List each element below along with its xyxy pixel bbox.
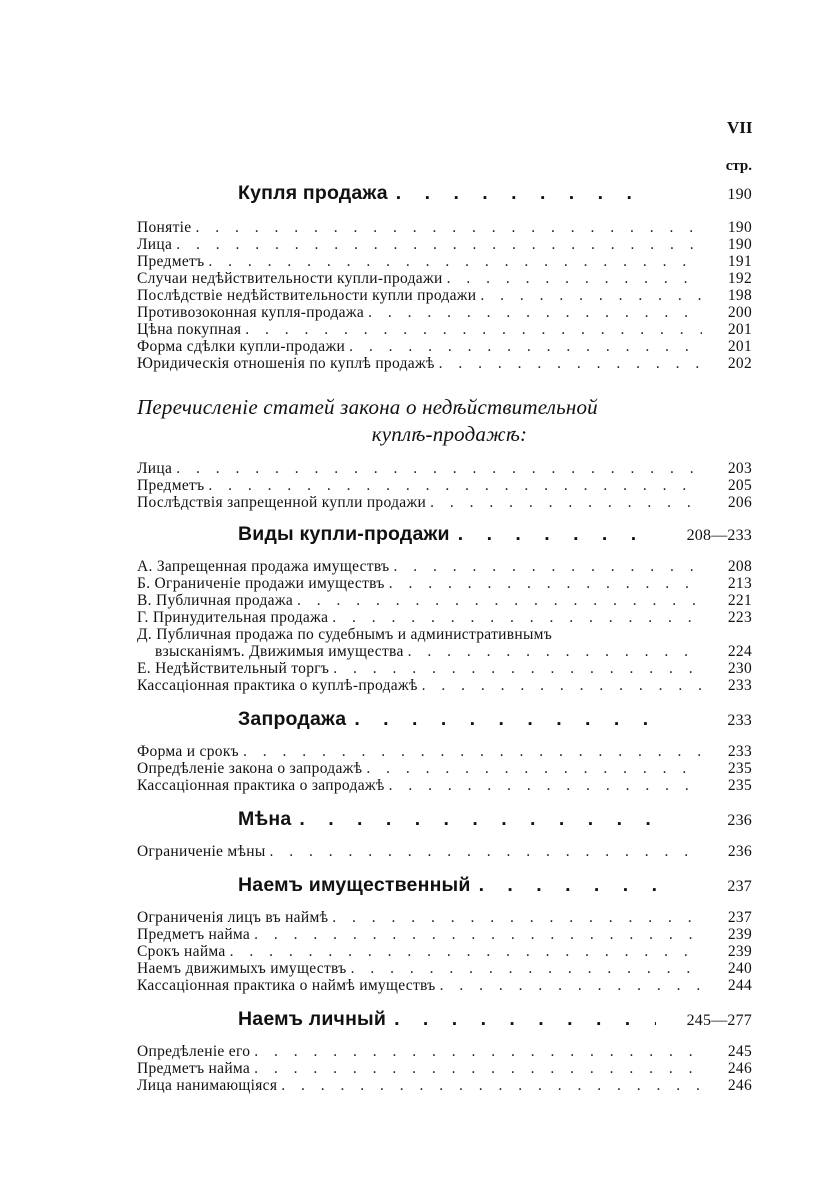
section-title: Мѣна (238, 808, 292, 830)
toc-entry: А. Запрещенная продажа имуществъ . . . 208 (137, 558, 752, 575)
section-heading-vidy-kupli-prodazhi (137, 523, 752, 546)
toc-entry-continuation: взысканіямъ. Движимыя имущества . . . 224 (137, 643, 752, 660)
enumeration-title-line2: куплѣ-продажѣ: (371, 422, 528, 446)
toc-entry: Д. Публичная продажа по судебнымъ и административнымъ (137, 626, 553, 643)
toc-entry: Противозоконная купля-продажа . . . 200 (137, 304, 752, 321)
section-pages: 245—277 (686, 1012, 752, 1029)
toc-entry: Форма сдѣлки купли-продажи . . . 201 (137, 338, 752, 355)
toc-entry: Кассаціонная практика о запродажѣ . . . 235 (137, 777, 752, 794)
toc-entry: Послѣдствіе недѣйствительности купли продажи . . . 198 (137, 287, 752, 304)
toc-entry: Цѣна покупная . . . 201 (137, 321, 752, 338)
section-pages: 233 (727, 712, 752, 729)
toc-entry: Предметъ найма . . . 239 (137, 926, 752, 943)
pages-column-header: стр. (725, 158, 752, 174)
toc-entry: Срокъ найма . . . 239 (137, 943, 752, 960)
toc-entry: Наемъ движимыхъ имуществъ . . . 240 (137, 960, 752, 977)
toc-entry: Юридическія отношенія по куплѣ продажѣ . . . 202 (137, 355, 752, 372)
section-heading-mena (137, 808, 752, 831)
table-of-contents (137, 180, 752, 1094)
toc-entry: Форма и срокъ . . . 233 (137, 743, 752, 760)
section-title: Купля продажа (238, 182, 388, 204)
section-title: Запродажа (238, 708, 347, 730)
toc-entry: Лица . . . 190 (137, 236, 752, 253)
dot-leader (354, 708, 656, 731)
section-title: Наемъ личный (238, 1008, 387, 1030)
dot-leader (396, 182, 656, 205)
toc-entry: Предметъ найма . . . 246 (137, 1060, 752, 1077)
section-pages: 208—233 (686, 527, 752, 544)
enumeration-title-line1: Перечисленіе статей закона о недѣйствительной (137, 395, 598, 419)
toc-entry: Кассаціонная практика о куплѣ-продажѣ . . . 233 (137, 677, 752, 694)
toc-entry: Кассаціонная практика о наймѣ имуществъ . . . 244 (137, 977, 752, 994)
toc-entry: Случаи недѣйствительности купли-продажи . . . 192 (137, 270, 752, 287)
section-heading-naem-imushchestvenny (137, 874, 752, 897)
section-heading-zaprodazha (137, 708, 752, 731)
toc-entry: В. Публичная продажа . . . 221 (137, 592, 752, 609)
dot-leader (394, 1008, 656, 1031)
section-pages: 236 (727, 812, 752, 829)
toc-entry: Опредѣленіе закона о запродажѣ . . . 235 (137, 760, 752, 777)
toc-entry: Предметъ . . . 205 (137, 477, 752, 494)
section-pages: 190 (727, 186, 752, 203)
enumeration-heading (137, 394, 752, 448)
toc-entry: Е. Недѣйствительный торгъ . . . 230 (137, 660, 752, 677)
section-title: Наемъ имущественный (238, 874, 471, 896)
toc-entry: Г. Принудительная продажа . . . 223 (137, 609, 752, 626)
page-number: VII (727, 118, 753, 137)
dot-leader (458, 523, 656, 546)
toc-entry: Б. Ограниченіе продажи имуществъ . . . 213 (137, 575, 752, 592)
toc-entry: Опредѣленіе его . . . 245 (137, 1043, 752, 1060)
toc-entry: Послѣдствія запрещенной купли продажи . . . 206 (137, 494, 752, 511)
toc-entry: Предметъ . . . 191 (137, 253, 752, 270)
toc-entry: Ограниченія лицъ въ наймѣ . . . 237 (137, 909, 752, 926)
section-heading-kuplya-prodazha (137, 182, 752, 205)
toc-entry: Лица . . . 203 (137, 460, 752, 477)
toc-entry: Понятіе . . . 190 (137, 219, 752, 236)
dot-leader (479, 874, 656, 897)
dot-leader (299, 808, 656, 831)
section-heading-naem-lichny (137, 1008, 752, 1031)
toc-entry: Лица нанимающіяся . . . 246 (137, 1077, 752, 1094)
section-title: Виды купли-продажи (238, 523, 450, 545)
toc-entry: Ограниченіе мѣны . . . 236 (137, 843, 752, 860)
section-pages: 237 (727, 878, 752, 895)
